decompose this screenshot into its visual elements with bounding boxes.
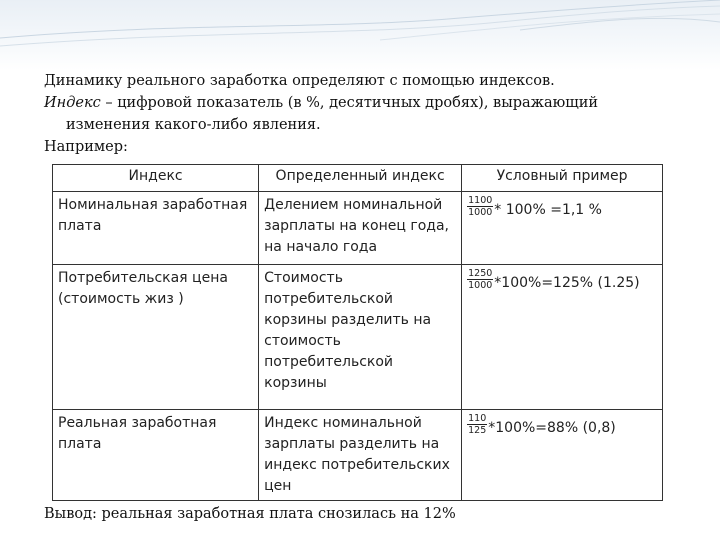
definition-cell: Индекс номинальной зарплаты разделить на индекс потребительских цен (259, 410, 462, 501)
example-cell (462, 192, 663, 265)
index-definition-rest: – цифровой показатель (в %, десятичных дробях), выражающий (100, 95, 599, 111)
denominator: 1000 (468, 280, 493, 291)
numerator: 110 (468, 413, 487, 424)
header-example: Условный пример (462, 165, 663, 192)
intro-line-1: Динамику реального заработка определяют с помощью индексов. (44, 73, 555, 89)
table-row (53, 192, 663, 265)
denominator: 1000 (468, 207, 493, 218)
example-cell (462, 410, 663, 501)
index-cell: Реальная заработная плата (53, 410, 259, 501)
example-result: *100%=88% (0,8) (488, 420, 616, 436)
index-cell: Номинальная заработная плата (53, 192, 259, 265)
fraction (467, 268, 493, 291)
table-row (53, 410, 663, 501)
definition-cell: Делением номинальной зарплаты на конец года, на начало года (259, 192, 462, 265)
example-result: *100%=125% (1.25) (494, 275, 640, 291)
conclusion-text: Вывод: реальная заработная плата снозилась на 12% (44, 506, 456, 522)
index-cell: Потребительская цена (стоимость жиз ) (53, 265, 259, 410)
example-cell (462, 265, 663, 410)
intro-text (44, 70, 684, 158)
definition-cell: Стоимость потребительской корзины разделить на стоимость потребительской корзины (259, 265, 462, 410)
example-result: * 100% =1,1 % (494, 202, 602, 218)
index-definition (44, 92, 684, 114)
numerator: 1250 (468, 268, 493, 279)
table-row (53, 265, 663, 410)
table-header-row (53, 165, 663, 192)
decorative-wave-lines (0, 0, 720, 70)
fraction (467, 195, 493, 218)
header-index: Индекс (53, 165, 259, 192)
example-label: Например: (44, 139, 128, 155)
fraction (467, 413, 487, 436)
intro-line-3: изменения какого-либо явления. (66, 117, 321, 133)
numerator: 1100 (468, 195, 493, 206)
header-definition: Определенный индекс (259, 165, 462, 192)
index-term: Индекс (44, 95, 101, 111)
denominator: 125 (468, 425, 487, 436)
index-table (52, 164, 663, 501)
